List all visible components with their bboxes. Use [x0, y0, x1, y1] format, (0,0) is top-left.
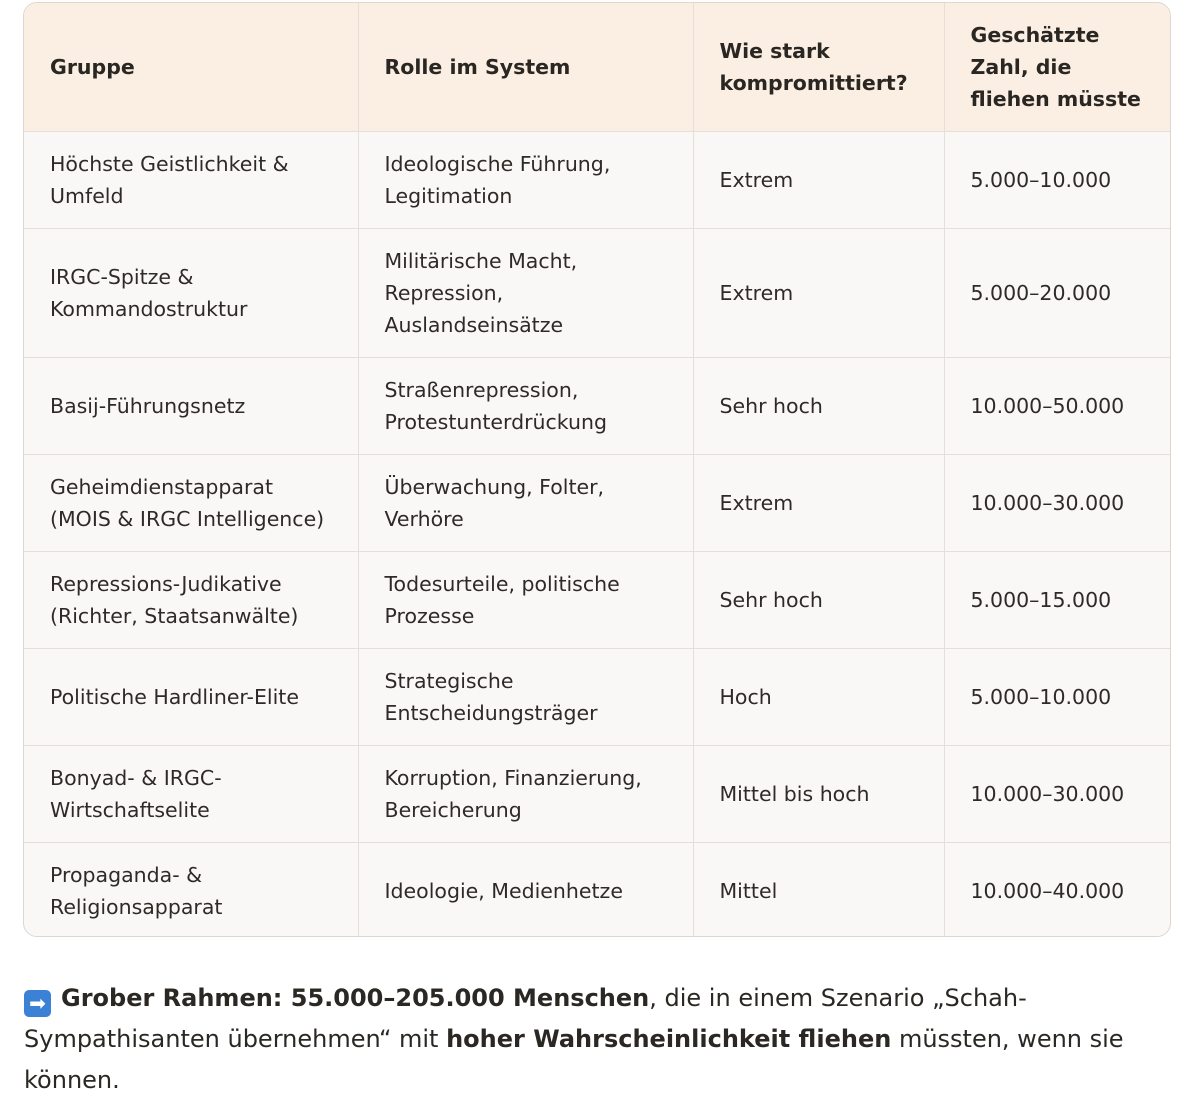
cell-compromise-level: Hoch: [693, 649, 944, 746]
summary-tail-text: müssten, wenn sie können.: [24, 1025, 1124, 1094]
summary-paragraph: [24, 978, 1184, 1101]
cell-group: Repressions-Judikative (Richter, Staatsanwälte): [24, 552, 358, 649]
cell-group: IRGC-Spitze & Kommandostruktur: [24, 229, 358, 358]
cell-compromise-level: Sehr hoch: [693, 358, 944, 455]
column-header-compromise-level: Wie stark kompromittiert?: [693, 3, 944, 132]
table-row: [24, 552, 1171, 649]
estimate-table-container: [23, 2, 1171, 937]
summary-middle-text: , die in einem Szenario „Schah-Sympathisanten übernehmen“ mit: [24, 984, 1027, 1053]
table-header-row: [24, 3, 1171, 132]
cell-group: Höchste Geistlichkeit & Umfeld: [24, 132, 358, 229]
column-header-estimated-count: Geschätzte Zahl, die fliehen müsste: [944, 3, 1171, 132]
table-row: [24, 132, 1171, 229]
summary-emphasis-bold: hoher Wahrscheinlichkeit fliehen: [446, 1025, 892, 1053]
cell-estimated-count: 10.000–30.000: [944, 455, 1171, 552]
cell-estimated-count: 5.000–20.000: [944, 229, 1171, 358]
table-row: [24, 358, 1171, 455]
cell-role: Militärische Macht, Repression, Auslandseinsätze: [358, 229, 693, 358]
cell-group: Basij-Führungsnetz: [24, 358, 358, 455]
cell-compromise-level: Sehr hoch: [693, 552, 944, 649]
cell-role: Korruption, Finanzierung, Bereicherung: [358, 746, 693, 843]
summary-lead-bold: Grober Rahmen: 55.000–205.000 Menschen: [61, 984, 650, 1012]
table-row: [24, 455, 1171, 552]
cell-group: Geheimdienstapparat (MOIS & IRGC Intelligence): [24, 455, 358, 552]
cell-compromise-level: Mittel bis hoch: [693, 746, 944, 843]
cell-role: Ideologische Führung, Legitimation: [358, 132, 693, 229]
cell-estimated-count: 10.000–50.000: [944, 358, 1171, 455]
table-row: [24, 229, 1171, 358]
cell-group: Politische Hardliner-Elite: [24, 649, 358, 746]
table-row: [24, 843, 1171, 938]
estimate-table: [24, 3, 1171, 937]
cell-role: Strategische Entscheidungsträger: [358, 649, 693, 746]
cell-role: Todesurteile, politische Prozesse: [358, 552, 693, 649]
table-row: [24, 746, 1171, 843]
cell-compromise-level: Extrem: [693, 455, 944, 552]
cell-role: Straßenrepression, Protestunterdrückung: [358, 358, 693, 455]
column-header-group: Gruppe: [24, 3, 358, 132]
cell-group: Propaganda- & Religionsapparat: [24, 843, 358, 938]
cell-estimated-count: 5.000–10.000: [944, 649, 1171, 746]
cell-estimated-count: 5.000–10.000: [944, 132, 1171, 229]
cell-role: Ideologie, Medienhetze: [358, 843, 693, 938]
cell-compromise-level: Extrem: [693, 229, 944, 358]
cell-group: Bonyad- & IRGC-Wirtschaftselite: [24, 746, 358, 843]
table-row: [24, 649, 1171, 746]
right-arrow-icon: ➡: [24, 990, 51, 1017]
cell-role: Überwachung, Folter, Verhöre: [358, 455, 693, 552]
cell-estimated-count: 10.000–30.000: [944, 746, 1171, 843]
cell-compromise-level: Mittel: [693, 843, 944, 938]
column-header-role: Rolle im System: [358, 3, 693, 132]
cell-compromise-level: Extrem: [693, 132, 944, 229]
cell-estimated-count: 5.000–15.000: [944, 552, 1171, 649]
cell-estimated-count: 10.000–40.000: [970, 879, 1125, 903]
